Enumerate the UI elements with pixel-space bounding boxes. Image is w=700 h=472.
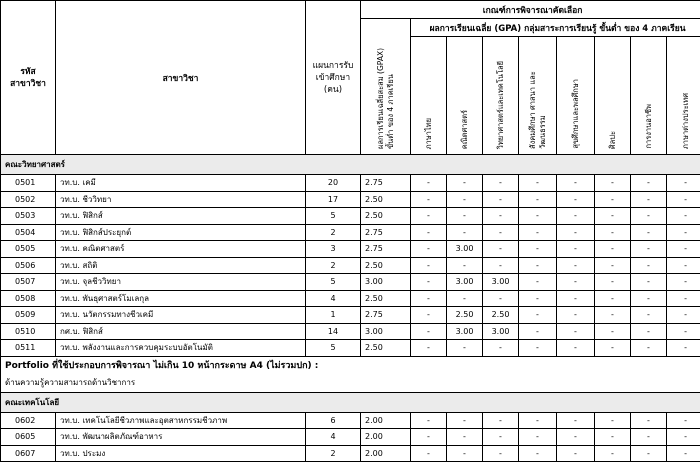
subject-gpa-cell: -	[631, 241, 667, 258]
subject-gpa-cell: -	[447, 224, 483, 241]
table-row	[1, 241, 700, 258]
table-row	[1, 257, 700, 274]
subject-gpa-cell: -	[519, 224, 557, 241]
major-code: 0504	[1, 224, 56, 241]
subject-header-arts: ศิลปะ	[595, 37, 631, 155]
subject-gpa-cell: -	[557, 241, 595, 258]
major-name: วท.บ. ฟิสิกส์	[56, 208, 306, 225]
table-row	[1, 323, 700, 340]
subject-gpa-cell: -	[519, 340, 557, 357]
subject-gpa-cell: -	[557, 429, 595, 446]
subject-gpa-cell: -	[519, 191, 557, 208]
subject-gpa-cell: 3.00	[483, 323, 519, 340]
subject-gpa-cell: -	[447, 208, 483, 225]
major-code: 0602	[1, 412, 56, 429]
subject-gpa-cell: -	[411, 224, 447, 241]
technology-section	[1, 392, 700, 462]
major-code: 0502	[1, 191, 56, 208]
subject-header-career: การงานอาชีพ	[631, 37, 667, 155]
table-row	[1, 274, 700, 291]
subject-gpa-cell: -	[631, 412, 667, 429]
subject-gpa-cell: -	[557, 224, 595, 241]
subject-gpa-cell: -	[667, 241, 700, 258]
subject-gpa-cell: -	[519, 307, 557, 324]
gpax-minimum: 2.00	[361, 445, 411, 462]
subject-gpa-cell: -	[557, 274, 595, 291]
subject-gpa-cell: -	[667, 208, 700, 225]
subject-gpa-cell: -	[447, 412, 483, 429]
major-code: 0506	[1, 257, 56, 274]
table-row	[1, 307, 700, 324]
subject-gpa-cell: -	[519, 323, 557, 340]
subject-gpa-cell: -	[447, 340, 483, 357]
table-row	[1, 191, 700, 208]
subject-gpa-cell: -	[483, 241, 519, 258]
subject-gpa-cell: -	[411, 191, 447, 208]
subject-gpa-cell: -	[667, 429, 700, 446]
subject-gpa-cell: -	[411, 241, 447, 258]
major-name: วท.บ. ฟิสิกส์ประยุกต์	[56, 224, 306, 241]
subject-gpa-cell: -	[411, 208, 447, 225]
admission-plan: 5	[306, 340, 361, 357]
major-name: วท.บ. เทคโนโลยีชีวภาพและอุตสาหกรรมชีวภาพ	[56, 412, 306, 429]
subject-gpa-cell: -	[557, 290, 595, 307]
subject-gpa-cell: -	[519, 257, 557, 274]
subject-gpa-cell: -	[631, 290, 667, 307]
subject-gpa-cell: -	[411, 274, 447, 291]
subject-gpa-cell: -	[631, 429, 667, 446]
subject-header-science: วิทยาศาสตร์และเทคโนโลยี	[483, 37, 519, 155]
table-header	[1, 1, 700, 155]
subject-gpa-cell: -	[483, 429, 519, 446]
subject-gpa-cell: -	[447, 290, 483, 307]
subject-gpa-cell: -	[595, 257, 631, 274]
subject-gpa-cell: -	[483, 191, 519, 208]
portfolio-note-title: Portfolio ที่ใช้ประกอบการพิจารณา ไม่เกิน 10 หน้ากระดาษ A4 (ไม่รวมปก) :	[1, 356, 700, 374]
major-code: 0607	[1, 445, 56, 462]
subject-gpa-cell: -	[483, 224, 519, 241]
subject-gpa-cell: -	[667, 340, 700, 357]
major-name: วท.บ. ประมง	[56, 445, 306, 462]
subject-gpa-cell: 2.50	[483, 307, 519, 324]
gpax-minimum: 2.50	[361, 191, 411, 208]
subject-gpa-cell: -	[519, 445, 557, 462]
major-name: วท.บ. พัฒนาผลิตภัณฑ์อาหาร	[56, 429, 306, 446]
plan-header: แผนการรับ เข้าศึกษา (คน)	[306, 1, 361, 155]
subject-gpa-cell: -	[411, 323, 447, 340]
subject-gpa-cell: -	[557, 340, 595, 357]
subject-gpa-cell: -	[411, 412, 447, 429]
subject-gpa-cell: -	[483, 445, 519, 462]
subject-gpa-cell: -	[667, 323, 700, 340]
subject-gpa-cell: -	[557, 175, 595, 192]
admission-plan: 2	[306, 445, 361, 462]
gpax-minimum: 2.75	[361, 307, 411, 324]
subject-gpa-cell: -	[483, 175, 519, 192]
major-code: 0510	[1, 323, 56, 340]
subject-gpa-cell: -	[631, 274, 667, 291]
code-header: รหัส สาขาวิชา	[1, 1, 56, 155]
gpax-minimum: 2.50	[361, 340, 411, 357]
subject-gpa-cell: -	[557, 191, 595, 208]
subject-gpa-cell: -	[411, 340, 447, 357]
admission-plan: 14	[306, 323, 361, 340]
major-name: วท.บ. คณิตศาสตร์	[56, 241, 306, 258]
subject-gpa-cell: -	[483, 412, 519, 429]
subject-gpa-cell: -	[595, 412, 631, 429]
major-code: 0503	[1, 208, 56, 225]
gpax-minimum: 2.75	[361, 241, 411, 258]
subject-gpa-cell: -	[519, 412, 557, 429]
admission-plan: 3	[306, 241, 361, 258]
major-code: 0511	[1, 340, 56, 357]
subject-gpa-cell: -	[519, 241, 557, 258]
major-code: 0507	[1, 274, 56, 291]
gpax-minimum: 2.50	[361, 257, 411, 274]
subject-gpa-cell: -	[411, 175, 447, 192]
subject-gpa-cell: -	[631, 191, 667, 208]
major-name: กศ.บ. ฟิสิกส์	[56, 323, 306, 340]
gpax-minimum: 2.50	[361, 290, 411, 307]
subject-header-social: สังคมศึกษา ศาสนา และวัฒนธรรม	[519, 37, 557, 155]
subject-gpa-cell: -	[631, 257, 667, 274]
table-row	[1, 224, 700, 241]
subject-gpa-cell: -	[447, 429, 483, 446]
major-name: วท.บ. พันธุศาสตร์โมเลกุล	[56, 290, 306, 307]
subject-gpa-cell: -	[519, 290, 557, 307]
major-name: วท.บ. พลังงานและการควบคุมระบบอัตโนมัติ	[56, 340, 306, 357]
subject-gpa-cell: -	[631, 323, 667, 340]
gpax-minimum: 2.75	[361, 224, 411, 241]
subject-gpa-cell: -	[595, 340, 631, 357]
subject-gpa-header: ผลการเรียนเฉลี่ย (GPA) กลุ่มสาระการเรียนรู้ ขั้นต่ำ ของ 4 ภาคเรียน	[411, 19, 700, 37]
subject-gpa-cell: -	[483, 290, 519, 307]
admission-plan: 5	[306, 208, 361, 225]
portfolio-note	[1, 356, 700, 392]
admission-plan: 1	[306, 307, 361, 324]
subject-gpa-cell: -	[411, 429, 447, 446]
subject-gpa-cell: -	[519, 208, 557, 225]
admission-plan: 17	[306, 191, 361, 208]
subject-gpa-cell: -	[595, 191, 631, 208]
subject-gpa-cell: -	[595, 323, 631, 340]
subject-gpa-cell: -	[595, 445, 631, 462]
gpax-header: ผลการเรียนเฉลี่ยสะสม (GPAX) ขั้นต่ำ ของ 4 ภาคเรียน	[361, 19, 411, 155]
gpax-minimum: 2.75	[361, 175, 411, 192]
subject-gpa-cell: -	[667, 307, 700, 324]
subject-gpa-cell: -	[595, 224, 631, 241]
table-row	[1, 445, 700, 462]
major-name: วท.บ. นวัตกรรมทางชีวเคมี	[56, 307, 306, 324]
subject-gpa-cell: -	[595, 429, 631, 446]
subject-gpa-cell: -	[631, 224, 667, 241]
major-code: 0605	[1, 429, 56, 446]
subject-gpa-cell: -	[667, 412, 700, 429]
subject-gpa-cell: -	[557, 323, 595, 340]
subject-gpa-cell: -	[667, 274, 700, 291]
major-name: วท.บ. เคมี	[56, 175, 306, 192]
subject-gpa-cell: -	[595, 274, 631, 291]
subject-header-thai: ภาษาไทย	[411, 37, 447, 155]
subject-gpa-cell: -	[667, 290, 700, 307]
criteria-header: เกณฑ์การพิจารณาคัดเลือก	[361, 1, 700, 19]
subject-gpa-cell: -	[447, 257, 483, 274]
subject-gpa-cell: -	[483, 257, 519, 274]
subject-gpa-cell: 3.00	[483, 274, 519, 291]
subject-gpa-cell: -	[631, 175, 667, 192]
portfolio-note-body: ด้านความรู้ความสามารถด้านวิชาการ	[1, 374, 700, 392]
gpax-minimum: 3.00	[361, 323, 411, 340]
subject-gpa-cell: -	[631, 208, 667, 225]
subject-gpa-cell: -	[447, 175, 483, 192]
subject-gpa-cell: -	[595, 175, 631, 192]
table-row	[1, 429, 700, 446]
gpax-minimum: 3.00	[361, 274, 411, 291]
table-row	[1, 340, 700, 357]
subject-gpa-cell: -	[557, 307, 595, 324]
subject-gpa-cell: -	[411, 307, 447, 324]
subject-gpa-cell: -	[483, 208, 519, 225]
subject-header-foreign-language: ภาษาต่างประเทศ	[667, 37, 700, 155]
subject-gpa-cell: -	[557, 445, 595, 462]
science-section	[1, 155, 700, 357]
subject-gpa-cell: -	[519, 274, 557, 291]
table-row	[1, 412, 700, 429]
subject-gpa-cell: -	[631, 445, 667, 462]
admission-plan: 20	[306, 175, 361, 192]
subject-gpa-cell: -	[667, 175, 700, 192]
subject-gpa-cell: -	[631, 340, 667, 357]
major-code: 0505	[1, 241, 56, 258]
major-code: 0508	[1, 290, 56, 307]
subject-gpa-cell: -	[483, 340, 519, 357]
major-name: วท.บ. ชีววิทยา	[56, 191, 306, 208]
subject-header-health: สุขศึกษาและพลศึกษา	[557, 37, 595, 155]
table-row	[1, 290, 700, 307]
admission-plan: 4	[306, 429, 361, 446]
subject-gpa-cell: -	[447, 445, 483, 462]
subject-gpa-cell: -	[667, 445, 700, 462]
subject-gpa-cell: -	[595, 307, 631, 324]
admission-plan: 2	[306, 257, 361, 274]
subject-gpa-cell: -	[411, 290, 447, 307]
major-name: วท.บ. สถิติ	[56, 257, 306, 274]
subject-gpa-cell: -	[595, 208, 631, 225]
admission-plan: 6	[306, 412, 361, 429]
subject-gpa-cell: 2.50	[447, 307, 483, 324]
subject-gpa-cell: -	[557, 208, 595, 225]
subject-gpa-cell: -	[411, 445, 447, 462]
subject-gpa-cell: -	[519, 175, 557, 192]
subject-gpa-cell: 3.00	[447, 274, 483, 291]
admission-plan: 5	[306, 274, 361, 291]
admission-plan: 4	[306, 290, 361, 307]
subject-header-math: คณิตศาสตร์	[447, 37, 483, 155]
subject-gpa-cell: -	[631, 307, 667, 324]
section-title: คณะเทคโนโลยี	[1, 392, 700, 412]
subject-gpa-cell: -	[557, 412, 595, 429]
major-name: วท.บ. จุลชีววิทยา	[56, 274, 306, 291]
subject-gpa-cell: -	[667, 257, 700, 274]
subject-gpa-cell: -	[667, 191, 700, 208]
gpax-minimum: 2.00	[361, 412, 411, 429]
gpax-minimum: 2.50	[361, 208, 411, 225]
subject-gpa-cell: -	[667, 224, 700, 241]
subject-gpa-cell: -	[411, 257, 447, 274]
table-row	[1, 175, 700, 192]
subject-gpa-cell: -	[557, 257, 595, 274]
major-code: 0501	[1, 175, 56, 192]
table-row	[1, 208, 700, 225]
subject-gpa-cell: -	[595, 290, 631, 307]
section-title: คณะวิทยาศาสตร์	[1, 155, 700, 175]
subject-gpa-cell: 3.00	[447, 241, 483, 258]
admission-plan: 2	[306, 224, 361, 241]
major-code: 0509	[1, 307, 56, 324]
subject-gpa-cell: -	[595, 241, 631, 258]
subject-gpa-cell: -	[447, 191, 483, 208]
subject-gpa-cell: 3.00	[447, 323, 483, 340]
subject-gpa-cell: -	[519, 429, 557, 446]
major-header: สาขาวิชา	[56, 1, 306, 155]
gpax-minimum: 2.00	[361, 429, 411, 446]
